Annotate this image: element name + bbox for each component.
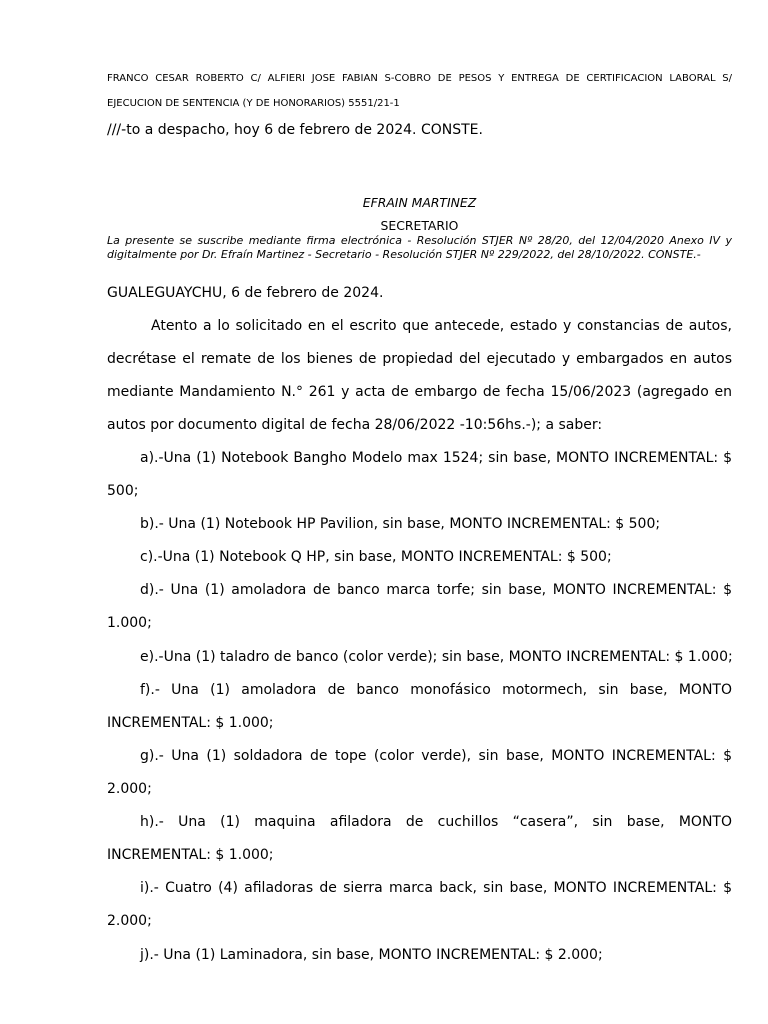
signer-role: SECRETARIO xyxy=(380,218,459,233)
list-item-j: j).- Una (1) Laminadora, sin base, MONTO INCREMENTAL: $ 2.000; xyxy=(140,947,603,963)
list-item-a-cont: 500; xyxy=(107,483,139,499)
case-caption-line-1: FRANCO CESAR ROBERTO C/ ALFIERI JOSE FABIAN S-COBRO DE PESOS Y ENTREGA DE CERTIFICACION LABORAL S/ xyxy=(107,73,732,84)
list-item-h: h).- Una (1) maquina afiladora de cuchillos “casera”, sin base, MONTO xyxy=(140,814,732,830)
body-line: decrétase el remate de los bienes de propiedad del ejecutado y embargados en autos xyxy=(107,351,732,367)
despacho-line: ///-to a despacho, hoy 6 de febrero de 2024. CONSTE. xyxy=(107,122,483,138)
signature-note-line-2: digitalmente por Dr. Efraín Martinez - Secretario - Resolución STJER Nº 229/2022, del 28/10/2022. CONSTE.- xyxy=(107,248,701,261)
signature-note-line-1: La presente se suscribe mediante firma electrónica - Resolución STJER Nº 28/20, del 12/04/2020 Anexo IV y xyxy=(107,234,732,247)
case-caption-line-2: EJECUCION DE SENTENCIA (Y DE HONORARIOS) 5551/21-1 xyxy=(107,98,400,109)
list-item-i: i).- Cuatro (4) afiladoras de sierra marca back, sin base, MONTO INCREMENTAL: $ xyxy=(140,880,732,896)
list-item-d-cont: 1.000; xyxy=(107,615,152,631)
list-item-e: e).-Una (1) taladro de banco (color verde); sin base, MONTO INCREMENTAL: $ 1.000; xyxy=(140,649,733,665)
list-item-g-cont: 2.000; xyxy=(107,781,152,797)
body-line: mediante Mandamiento N.° 261 y acta de embargo de fecha 15/06/2023 (agregado en xyxy=(107,384,732,400)
list-item-c: c).-Una (1) Notebook Q HP, sin base, MONTO INCREMENTAL: $ 500; xyxy=(140,549,612,565)
list-item-h-cont: INCREMENTAL: $ 1.000; xyxy=(107,847,274,863)
signer-name: EFRAIN MARTINEZ xyxy=(362,195,477,210)
document-page xyxy=(107,0,732,1024)
list-item-d: d).- Una (1) amoladora de banco marca torfe; sin base, MONTO INCREMENTAL: $ xyxy=(140,582,732,598)
list-item-f: f).- Una (1) amoladora de banco monofásico motormech, sin base, MONTO xyxy=(140,682,732,698)
list-item-a: a).-Una (1) Notebook Bangho Modelo max 1524; sin base, MONTO INCREMENTAL: $ xyxy=(140,450,732,466)
list-item-b: b).- Una (1) Notebook HP Pavilion, sin base, MONTO INCREMENTAL: $ 500; xyxy=(140,516,661,532)
body-line: Atento a lo solicitado en el escrito que antecede, estado y constancias de autos, xyxy=(151,318,732,334)
list-item-i-cont: 2.000; xyxy=(107,913,152,929)
list-item-g: g).- Una (1) soldadora de tope (color verde), sin base, MONTO INCREMENTAL: $ xyxy=(140,748,732,764)
place-date: GUALEGUAYCHU, 6 de febrero de 2024. xyxy=(107,285,384,301)
list-item-f-cont: INCREMENTAL: $ 1.000; xyxy=(107,715,274,731)
body-line: autos por documento digital de fecha 28/06/2022 -10:56hs.-); a saber: xyxy=(107,417,603,433)
